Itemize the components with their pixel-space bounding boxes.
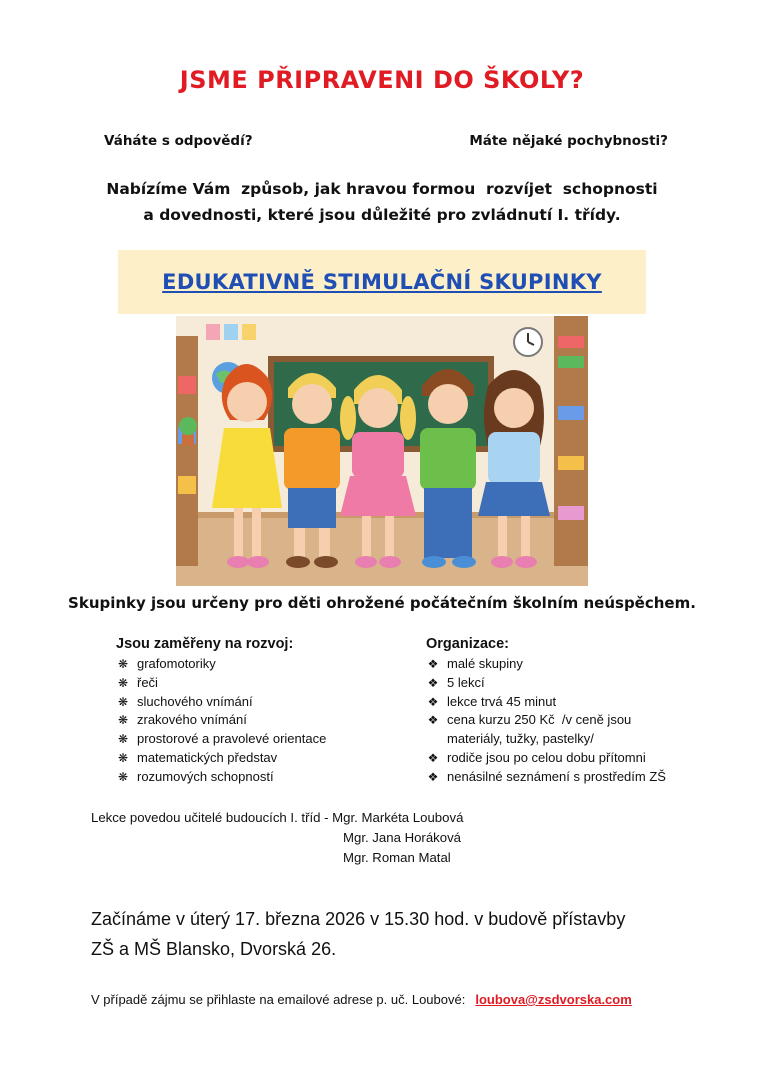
teacher-name: Mgr. Jana Horáková [343,830,462,845]
list-item: ❖ nenásilné seznámení s prostředím ZŠ [426,768,726,787]
development-section [116,636,406,787]
classroom-scene-image [176,316,588,586]
program-banner [118,250,646,314]
diamond-bullet-icon: ❖ [427,657,439,671]
snowflake-bullet-icon: ❋ [117,769,129,784]
list-item: ❖ lekce trvá 45 minut [426,693,726,712]
email-link[interactable]: loubova@zsdvorska.com [475,992,632,1007]
banner-title: EDUKATIVNĚ STIMULAČNÍ SKUPINKY [162,270,602,294]
list-item: ❋ grafomotoriky [116,655,406,674]
teachers-intro: Lekce povedou učitelé budoucích I. tříd - Mgr. Markéta Loubová [91,810,464,825]
development-heading: Jsou zaměřeny na rozvoj: [116,636,294,652]
question-right: Máte nějaké pochybnosti? [469,133,668,149]
snowflake-bullet-icon: ❋ [117,675,129,690]
start-line-1: Začínáme v úterý 17. března 2026 v 15.30 hod. v budově přístavby [91,909,626,929]
start-line-2: ZŠ a MŠ Blansko, Dvorská 26. [91,939,337,959]
list-item: ❋ řeči [116,674,406,693]
list-item: ❋ sluchového vnímání [116,693,406,712]
intro-line-2: a dovednosti, které jsou důležité pro zvládnutí I. třídy. [143,206,621,224]
list-item: ❋ matematických představ [116,749,406,768]
page-title: JSME PŘIPRAVENI DO ŠKOLY? [179,66,585,94]
intro-text [0,176,764,228]
diamond-bullet-icon: ❖ [427,750,439,765]
diamond-bullet-icon: ❖ [427,675,439,690]
list-item: ❋ rozumových schopností [116,768,406,787]
list-item: ❖ cena kurzu 250 Kč /v ceně jsou materiály, tužky, pastelky/ [427,712,635,747]
snowflake-bullet-icon: ❋ [117,694,129,709]
question-left: Váháte s odpovědí? [104,133,253,149]
organization-heading: Organizace: [426,636,509,652]
snowflake-bullet-icon: ❋ [117,713,129,728]
development-list [116,655,406,787]
list-item: ❋ zrakového vnímání [116,711,406,730]
list-item: ❖ 5 lekcí [426,674,726,693]
start-info [91,904,731,964]
target-group-text: Skupinky jsou určeny pro děti ohrožené počátečním školním neúspěchem. [68,594,696,612]
teachers-section [91,808,463,868]
contact-text: V případě zájmu se přihlaste na emailové adrese p. uč. Loubové: [91,992,466,1007]
children-classroom-illustration [176,316,588,586]
snowflake-bullet-icon: ❋ [117,732,129,747]
diamond-bullet-icon: ❖ [427,713,439,728]
snowflake-bullet-icon: ❋ [117,750,129,765]
contact-info [91,992,632,1007]
organization-section [426,636,726,787]
list-item: ❖ malé skupiny [426,655,726,674]
diamond-bullet-icon: ❖ [427,769,439,784]
list-item: ❖ rodiče jsou po celou dobu přítomni [426,749,726,768]
teacher-name: Mgr. Roman Matal [343,850,451,865]
list-item: ❋ prostorové a pravolevé orientace [116,730,406,749]
intro-line-1: Nabízíme Vám způsob, jak hravou formou rozvíjet schopnosti [106,180,658,198]
diamond-bullet-icon: ❖ [427,694,439,709]
snowflake-bullet-icon: ❋ [117,657,129,671]
organization-list [426,655,726,787]
